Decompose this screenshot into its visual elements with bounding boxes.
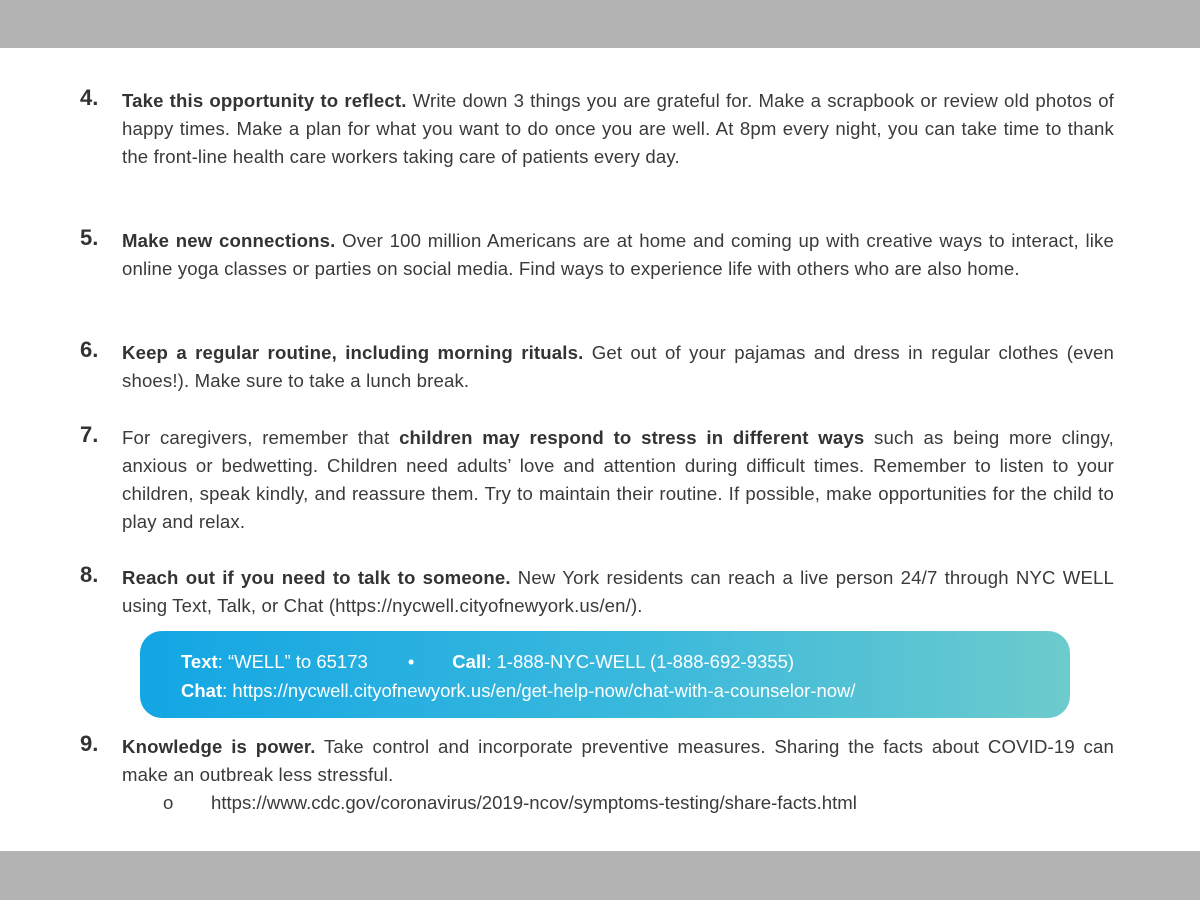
call-label: Call	[452, 651, 487, 672]
item-number: 5.	[80, 225, 99, 250]
item-text-pre: For caregivers, remember that	[122, 427, 400, 448]
list-item-9	[80, 733, 1114, 789]
top-gray-bar	[0, 0, 1200, 48]
call-value: : 1-888-NYC-WELL (1-888-692-9355)	[486, 651, 795, 672]
item-number: 6.	[80, 337, 99, 362]
sub-list-item	[163, 789, 857, 817]
item-text: such as being more clingy, anxious or bedwetting. Children need adults’ love and attention during difficult times. Remember to listen to your children, speak kindly, and reassure them. Try to maintain their routine. If possible, make opportunities for the child to play and relax.	[122, 427, 1114, 532]
list-item-5	[80, 227, 1114, 283]
list-item-7	[80, 424, 1114, 536]
cdc-link[interactable]: https://www.cdc.gov/coronavirus/2019-ncov/symptoms-testing/share-facts.html	[211, 792, 857, 813]
list-item-6	[80, 339, 1114, 395]
text-value: : “WELL” to 65173	[217, 651, 368, 672]
item-number: 9.	[80, 731, 99, 756]
text-label: Text	[181, 651, 218, 672]
nyc-well-contact-box	[140, 631, 1070, 718]
list-item-4	[80, 87, 1114, 171]
bullet-separator: •	[407, 651, 415, 672]
item-lead: Knowledge is power.	[122, 736, 316, 757]
contact-line-1	[181, 647, 1070, 676]
item-text: Take control and incorporate preventive measures. Sharing the facts about COVID-19 can make an outbreak less stressful.	[122, 736, 1114, 785]
list-item-8	[80, 564, 1114, 620]
item-number: 8.	[80, 562, 99, 587]
item-text: Over 100 million Americans are at home and coming up with creative ways to interact, like online yoga classes or parties on social media. Find ways to experience life with others who are also home.	[122, 230, 1114, 279]
item-lead: Take this opportunity to reflect.	[122, 90, 407, 111]
item-number: 4.	[80, 85, 99, 110]
item-lead: Keep a regular routine, including morning rituals.	[122, 342, 584, 363]
item-text: Get out of your pajamas and dress in regular clothes (even shoes!). Make sure to take a lunch break.	[122, 342, 1114, 391]
bottom-gray-bar	[0, 851, 1200, 900]
item-text: New York residents can reach a live person 24/7 through NYC WELL using Text, Talk, or Chat (https://nycwell.cityofnewyork.us/en/).	[122, 567, 1114, 616]
chat-link[interactable]: : https://nycwell.cityofnewyork.us/en/get-help-now/chat-with-a-counselor-now/	[222, 680, 856, 701]
item-lead: Make new connections.	[122, 230, 336, 251]
item-number: 7.	[80, 422, 99, 447]
item-lead: Reach out if you need to talk to someone.	[122, 567, 511, 588]
contact-line-2	[181, 676, 1070, 705]
sub-bullet-marker: o	[163, 792, 174, 813]
chat-label: Chat	[181, 680, 223, 701]
item-text: Write down 3 things you are grateful for. Make a scrapbook or review old photos of happy times. Make a plan for what you want to do once you are well. At 8pm every night, you can take time to thank the front-line health care workers taking care of patients every day.	[122, 90, 1115, 167]
item-lead: children may respond to stress in different ways	[399, 427, 865, 448]
